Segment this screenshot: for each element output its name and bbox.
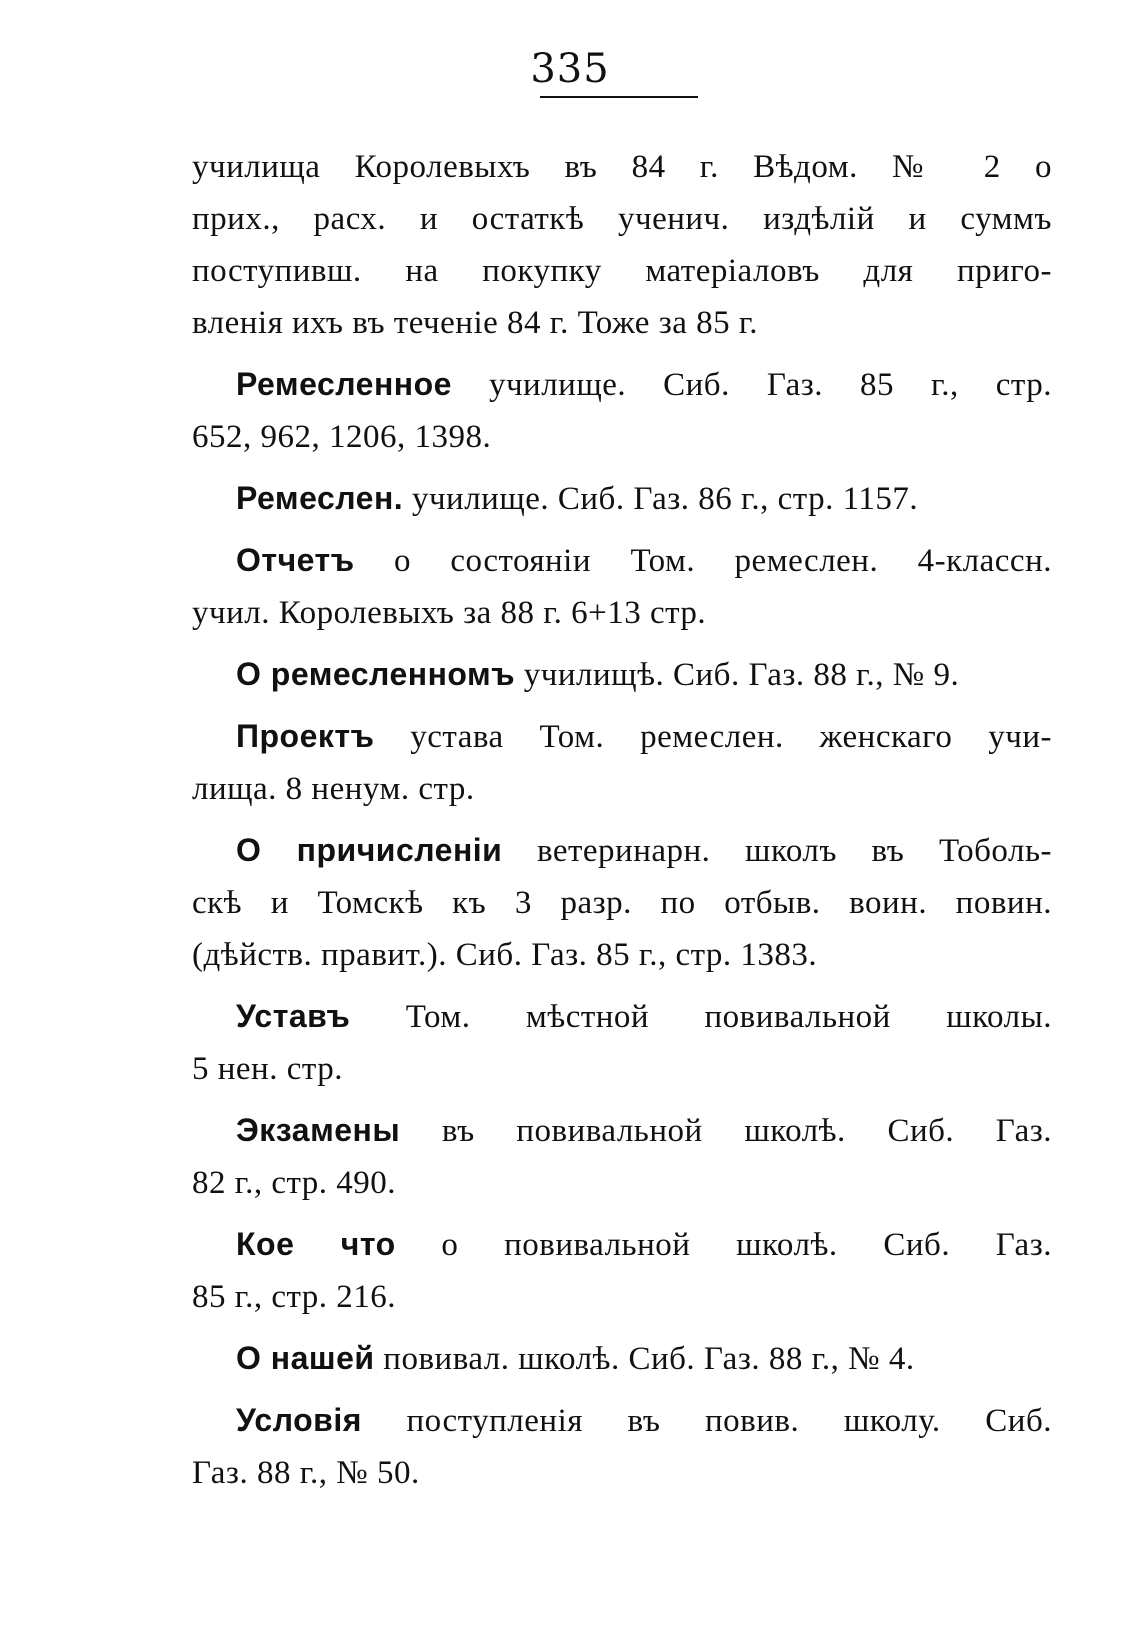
entry-line <box>192 710 1052 762</box>
entry-text: поступленія въ повив. школу. Сиб. <box>361 1403 1052 1439</box>
entry-text: училище. Сиб. Газ. 85 г., стр. <box>451 367 1052 403</box>
entry-text: ветеринарн. школъ въ Тоболь- <box>502 833 1053 869</box>
bibliography-entry <box>192 140 1052 348</box>
entry-line <box>192 192 1052 244</box>
entry-text: училище. Сиб. Газ. 86 г., стр. 1157. <box>403 481 919 517</box>
entry-line <box>192 586 1052 638</box>
entry-line <box>192 928 1052 980</box>
entry-heading: Уставъ <box>236 998 351 1034</box>
entry-heading: Проектъ <box>236 718 375 754</box>
entry-line <box>192 1270 1052 1322</box>
entry-text: о состояніи Том. ремеслен. 4-классн. <box>354 543 1052 579</box>
entry-heading: О нашей <box>236 1340 375 1376</box>
entry-line <box>192 410 1052 462</box>
entry-line <box>192 1104 1052 1156</box>
entry-text: Том. мѣстной повивальной школы. <box>350 999 1052 1035</box>
entry-line <box>192 140 1052 192</box>
entry-line <box>192 358 1052 410</box>
bibliography-entry <box>192 534 1052 638</box>
page-number-rule <box>540 96 698 98</box>
entry-line <box>192 876 1052 928</box>
entry-text: устава Том. ремеслен. женскаго учи- <box>374 719 1052 755</box>
entry-text: учил. Королевыхъ за 88 г. 6+13 стр. <box>192 595 707 631</box>
entry-text: 82 г., стр. 490. <box>192 1165 397 1201</box>
entry-heading: О ремесленномъ <box>236 656 516 692</box>
entry-line <box>192 244 1052 296</box>
bibliography-entry <box>192 1394 1052 1498</box>
entry-line <box>192 1218 1052 1270</box>
entry-line <box>192 472 1052 524</box>
entry-line <box>192 1446 1052 1498</box>
entry-text: о повивальной школѣ. Сиб. Газ. <box>395 1227 1052 1263</box>
entry-text: поступивш. на покупку матеріаловъ для приго- <box>192 253 1052 289</box>
entry-text: Газ. 88 г., № 50. <box>192 1455 420 1491</box>
entry-line <box>192 1156 1052 1208</box>
entry-text: 85 г., стр. 216. <box>192 1279 397 1315</box>
entry-line <box>192 1332 1052 1384</box>
bibliography-entry <box>192 1332 1052 1384</box>
entry-text: въ повивальной школѣ. Сиб. Газ. <box>400 1113 1052 1149</box>
entry-line <box>192 1394 1052 1446</box>
bibliography-entry <box>192 472 1052 524</box>
entry-heading: Ремесленное <box>236 366 452 402</box>
entry-line <box>192 990 1052 1042</box>
page-number: 335 <box>530 46 610 92</box>
bibliography-entry <box>192 1218 1052 1322</box>
entry-heading: Условія <box>236 1402 362 1438</box>
entry-heading: О причисленіи <box>236 832 503 868</box>
entry-text: 5 нен. стр. <box>192 1051 343 1087</box>
entry-text: скѣ и Томскѣ къ 3 разр. по отбыв. воин. повин. <box>192 885 1052 921</box>
entry-text: (дѣйств. правит.). Сиб. Газ. 85 г., стр. 1383. <box>192 937 818 973</box>
entry-text: прих., расх. и остаткѣ ученич. издѣлій и суммъ <box>192 201 1052 237</box>
entry-heading: Кое что <box>236 1226 396 1262</box>
entry-line <box>192 1042 1052 1094</box>
bibliography-entry <box>192 824 1052 980</box>
entry-line <box>192 648 1052 700</box>
bibliography-entries <box>192 140 1052 1508</box>
entry-text: лища. 8 ненум. стр. <box>192 771 475 807</box>
entry-text: училищѣ. Сиб. Газ. 88 г., № 9. <box>515 657 960 693</box>
entry-line <box>192 824 1052 876</box>
bibliography-entry <box>192 1104 1052 1208</box>
entry-heading: Экзамены <box>236 1112 401 1148</box>
entry-text: вленія ихъ въ теченіе 84 г. Тоже за 85 г. <box>192 305 758 341</box>
entry-heading: Ремеслен. <box>236 480 404 516</box>
bibliography-entry <box>192 710 1052 814</box>
entry-text: училища Королевыхъ въ 84 г. Вѣдом. № 2 о <box>192 149 1052 185</box>
bibliography-entry <box>192 358 1052 462</box>
entry-line <box>192 762 1052 814</box>
entry-line <box>192 296 1052 348</box>
bibliography-entry <box>192 990 1052 1094</box>
entry-text: повивал. школѣ. Сиб. Газ. 88 г., № 4. <box>374 1341 915 1377</box>
entry-text: 652, 962, 1206, 1398. <box>192 419 492 455</box>
entry-heading: Отчетъ <box>236 542 355 578</box>
bibliography-entry <box>192 648 1052 700</box>
entry-line <box>192 534 1052 586</box>
